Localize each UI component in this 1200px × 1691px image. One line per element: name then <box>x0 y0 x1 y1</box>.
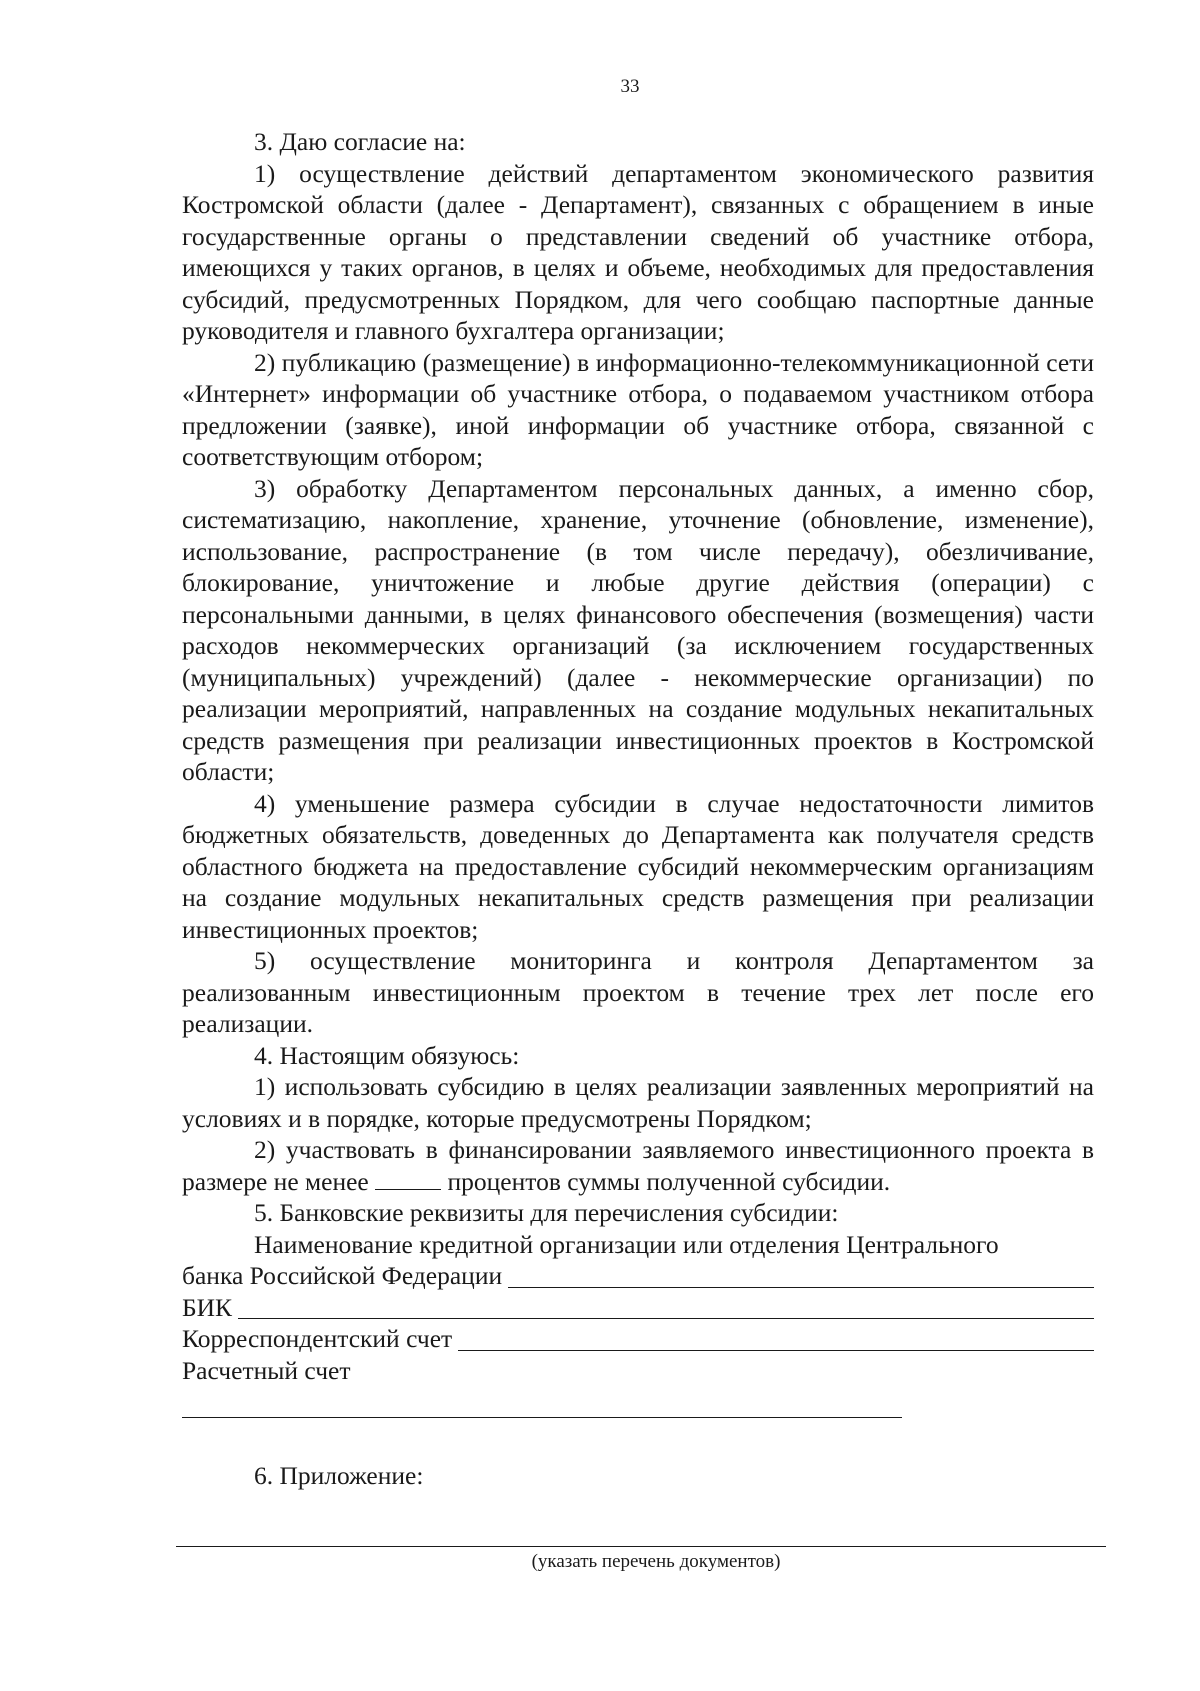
section-3-title: 3. Даю согласие на: <box>254 127 466 156</box>
section-4-item-2-text-after: процентов суммы полученной субсидии. <box>447 1166 891 1196</box>
bank-name-label: банка Российской Федерации <box>182 1261 503 1290</box>
corr-account-label: Корреспондентский счет <box>182 1324 453 1353</box>
bank-name-field-row <box>182 1260 1094 1292</box>
section-4-item-1: 1) использовать субсидию в целях реализации заявленных мероприятий на условиях и в порядке, которые предусмотрены Порядком; <box>182 1072 1094 1133</box>
section-3-item-1: 1) осуществление действий департаментом экономического развития Костромской области (далее - Департамент), связанных с обращением в иные государственные органы о представлении сведений об участнике отбора, имеющихся у таких органов, в целях и объеме, необходимых для предоставления субсидий, предусмотренных Порядком, для чего сообщаю паспортные данные руководителя и главного бухгалтера организации; <box>182 158 1094 345</box>
bik-field-row <box>182 1292 1094 1324</box>
section-5-title: 5. Банковские реквизиты для перечисления субсидии: <box>254 1198 839 1227</box>
page-number: 33 <box>620 76 640 97</box>
section-4-title: 4. Настоящим обязуюсь: <box>254 1040 520 1070</box>
section-4-item-2 <box>182 1134 1094 1197</box>
appendix-caption: (указать перечень документов) <box>531 1551 781 1572</box>
corr-account-field-row <box>182 1323 1094 1355</box>
corr-account-blank-field[interactable] <box>458 1326 1094 1351</box>
section-4-item-2-text-before: 2) участвовать в финансировании заявляемого инвестиционного проекта в размере не менее <box>182 1135 1094 1196</box>
bik-label: БИК <box>182 1292 233 1322</box>
percent-blank-field[interactable] <box>375 1167 441 1190</box>
bik-blank-field[interactable] <box>238 1294 1094 1319</box>
settlement-account-label: Расчетный счет <box>182 1355 351 1385</box>
section-6-title: 6. Приложение: <box>254 1461 424 1490</box>
section-3-item-4: 4) уменьшение размера субсидии в случае недостаточности лимитов бюджетных обязательств, доведенных до Департамента как получателя средств областного бюджета на предоставление субсидий некоммерческим организациям на создание модульных некапитальных средств размещения при реализации инвестиционных проектов; <box>182 788 1094 944</box>
bank-name-blank-field[interactable] <box>508 1263 1094 1288</box>
section-3-item-5: 5) осуществление мониторинга и контроля Департаментом за реализованным инвестиционным проектом в течение трех лет после его реализации. <box>182 946 1094 1038</box>
settlement-account-blank-field[interactable] <box>182 1416 902 1418</box>
appendix-blank-field[interactable] <box>176 1546 1106 1547</box>
document-body <box>182 126 1094 1492</box>
section-3-item-2: 2) публикацию (размещение) в информационно-телекоммуникационной сети «Интернет» информации об участнике отбора, о подаваемом участником отбора предложении (заявке), иной информации об участнике отбора, связанной с соответствующим отбором; <box>182 347 1094 471</box>
section-3-item-3: 3) обработку Департаментом персональных данных, а именно сбор, систематизацию, накопление, хранение, уточнение (обновление, изменение), использование, распространение (в том числе передачу), обезличивание, блокирование, уничтожение и любые другие действия (операции) с персональными данными, в целях финансового обеспечения (возмещения) части расходов некоммерческих организаций (за исключением государственных (муниципальных) учреждений) (далее - некоммерческие организации) по реализации мероприятий, направленных на создание модульных некапитальных средств размещения при реализации инвестиционных проектов в Костромской области; <box>182 473 1094 786</box>
bank-name-intro: Наименование кредитной организации или отделения Центрального <box>254 1229 999 1259</box>
